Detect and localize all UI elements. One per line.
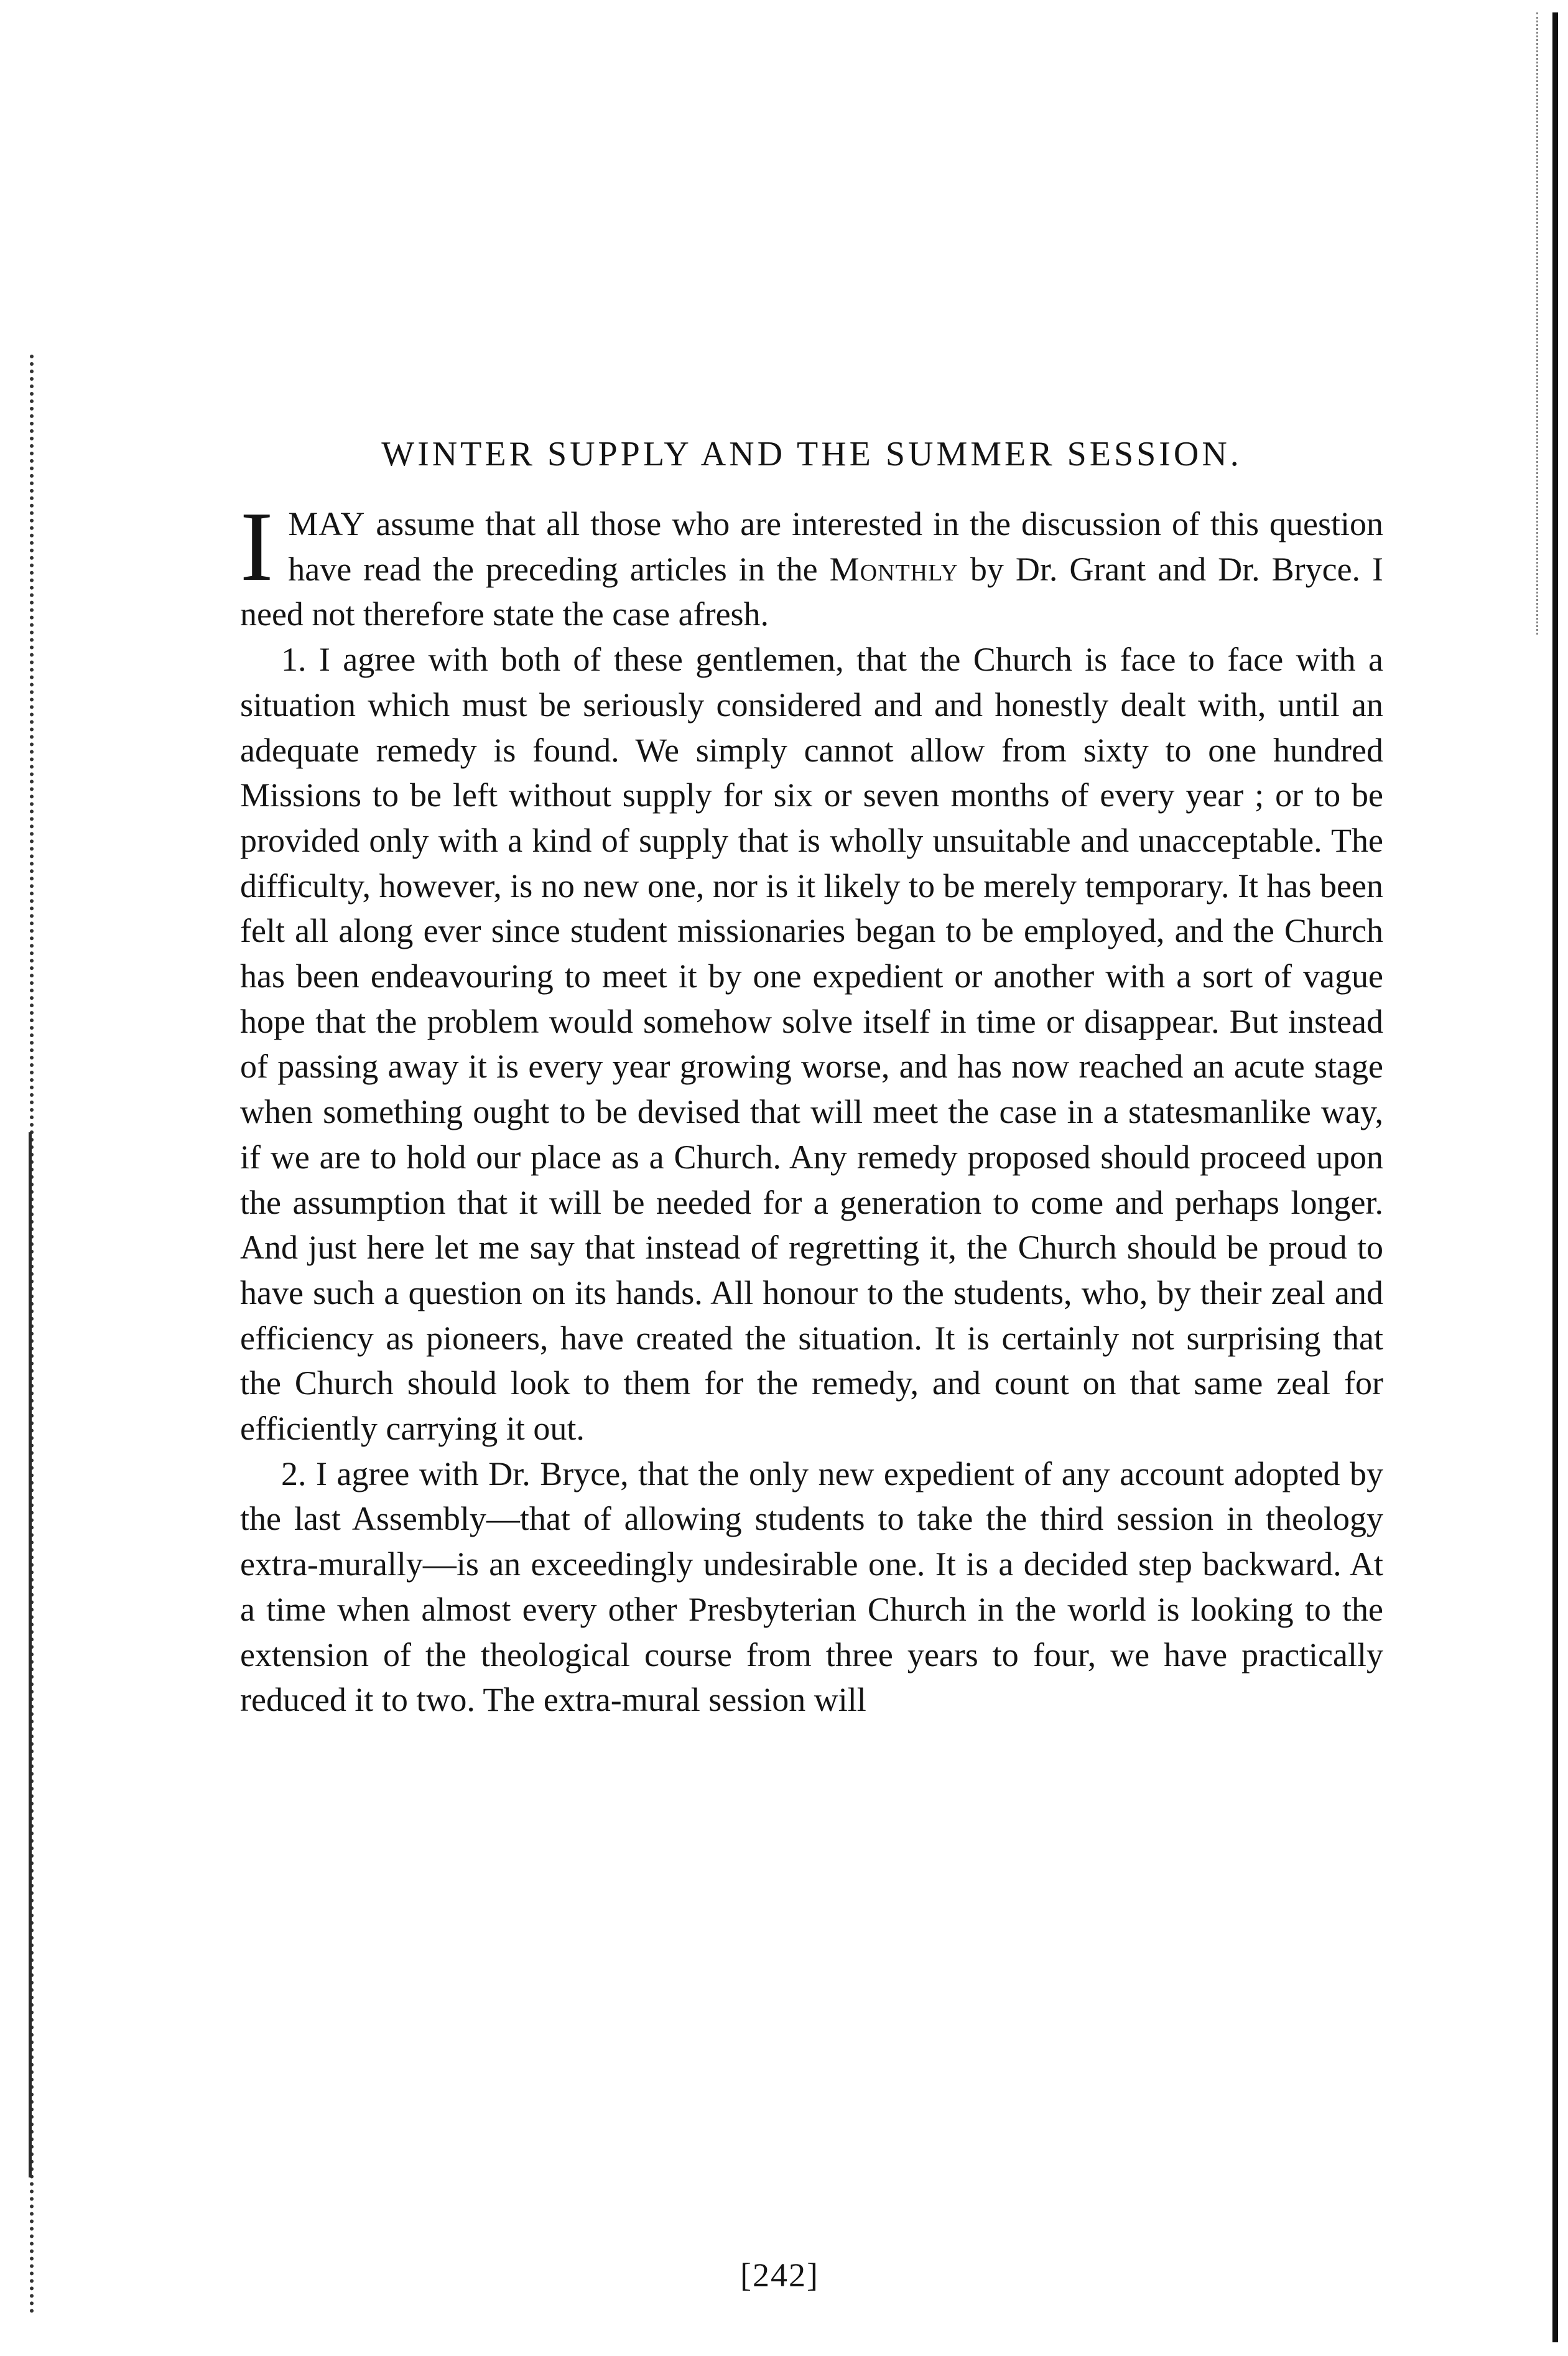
intro-lead-words: MAY — [288, 505, 366, 542]
page-number: [242] — [740, 2256, 819, 2294]
intro-paragraph — [240, 491, 1383, 637]
journal-name: Monthly — [829, 550, 958, 588]
right-margin-dotted-rule — [1536, 12, 1538, 635]
paragraph-1: 1. I agree with both of these gentlemen, that the Church is face to face with a situation which must be seriously considered and and honestly dealt with, until an adequate remedy is found. We simply cannot allow from sixty to one hundred Missions to be left without supply for six or seven months of every year ; or to be provided only with a kind of supply that is wholly unsuitable and unacceptable. The difficulty, however, is no new one, nor is it likely to be merely temporary. It has been felt all along ever since student missionaries began to be employed, and the Church has been endeavouring to meet it by one expedient or another with a sort of vague hope that the problem would somehow solve itself in time or disappear. But instead of passing away it is every year growing worse, and has now reached an acute stage when something ought to be devised that will meet the case in a statesmanlike way, if we are to hold our place as a Church. Any remedy proposed should proceed upon the assumption that it will be needed for a generation to come and perhaps longer. And just here let me say that instead of regretting it, the Church should be proud to have such a question on its hands. All honour to the students, who, by their zeal and efficiency as pioneers, have created the situation. It is certainly not surprising that the Church should look to them for the remedy, and count on that same zeal for efficiently carrying it out. — [240, 641, 1383, 1448]
paragraph-2: 2. I agree with Dr. Bryce, that the only new expedient of any account adopted by the last Assembly—that of allowing students to take the third session in theology extra-murally—is an exceedingly undesirable one. It is a decided step backward. At a time when almost every other Presbyterian Church in the world is looking to the extension of the theological course from three years to four, we have practically reduced it to two. The extra-mural session will — [240, 1455, 1383, 1719]
intro-text-before-journal: assume that all those who are interested in the discussion of this question have read the preceding articles in the — [288, 505, 1383, 588]
drop-cap: I — [240, 491, 274, 602]
right-margin-rule — [1552, 12, 1558, 2342]
article-title: WINTER SUPPLY AND THE SUMMER SESSION. — [381, 435, 1242, 473]
left-binding-solid-edge — [29, 1132, 32, 2177]
article — [240, 429, 1383, 1723]
intro-text-after-journal: by Dr. Grant and Dr. Bryce. I need not therefore state the case afresh. — [240, 550, 1383, 633]
